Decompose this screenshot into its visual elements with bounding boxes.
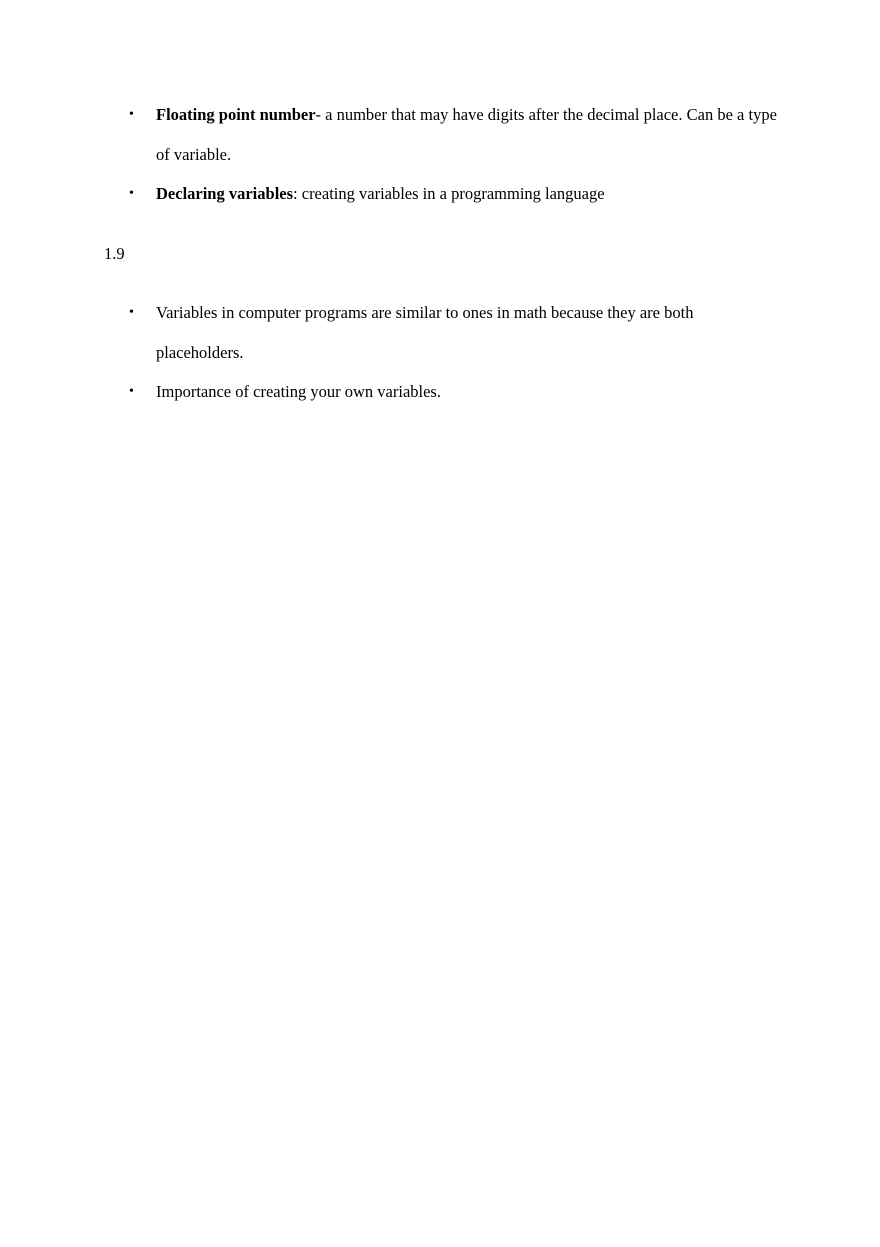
glossary-list <box>0 95 880 214</box>
list-item-text: Variables in computer programs are similar to ones in math because they are both placeholders. <box>156 303 694 362</box>
glossary-term: Floating point number <box>156 105 316 124</box>
list-item <box>0 95 880 174</box>
section-number: 1.9 <box>104 244 125 263</box>
bullet-icon: • <box>129 186 134 201</box>
section-list <box>0 293 880 412</box>
list-item-text: Importance of creating your own variables. <box>156 382 441 401</box>
list-item <box>0 174 880 214</box>
glossary-definition: : creating variables in a programming language <box>293 184 605 203</box>
bullet-icon: • <box>129 107 134 122</box>
bullet-icon: • <box>129 305 134 320</box>
glossary-definition: - a number that may have digits after the decimal place. Can be a type of variable. <box>156 105 777 164</box>
list-item <box>0 372 880 412</box>
glossary-term: Declaring variables <box>156 184 294 203</box>
bullet-icon: • <box>129 384 134 399</box>
list-item <box>0 293 880 372</box>
